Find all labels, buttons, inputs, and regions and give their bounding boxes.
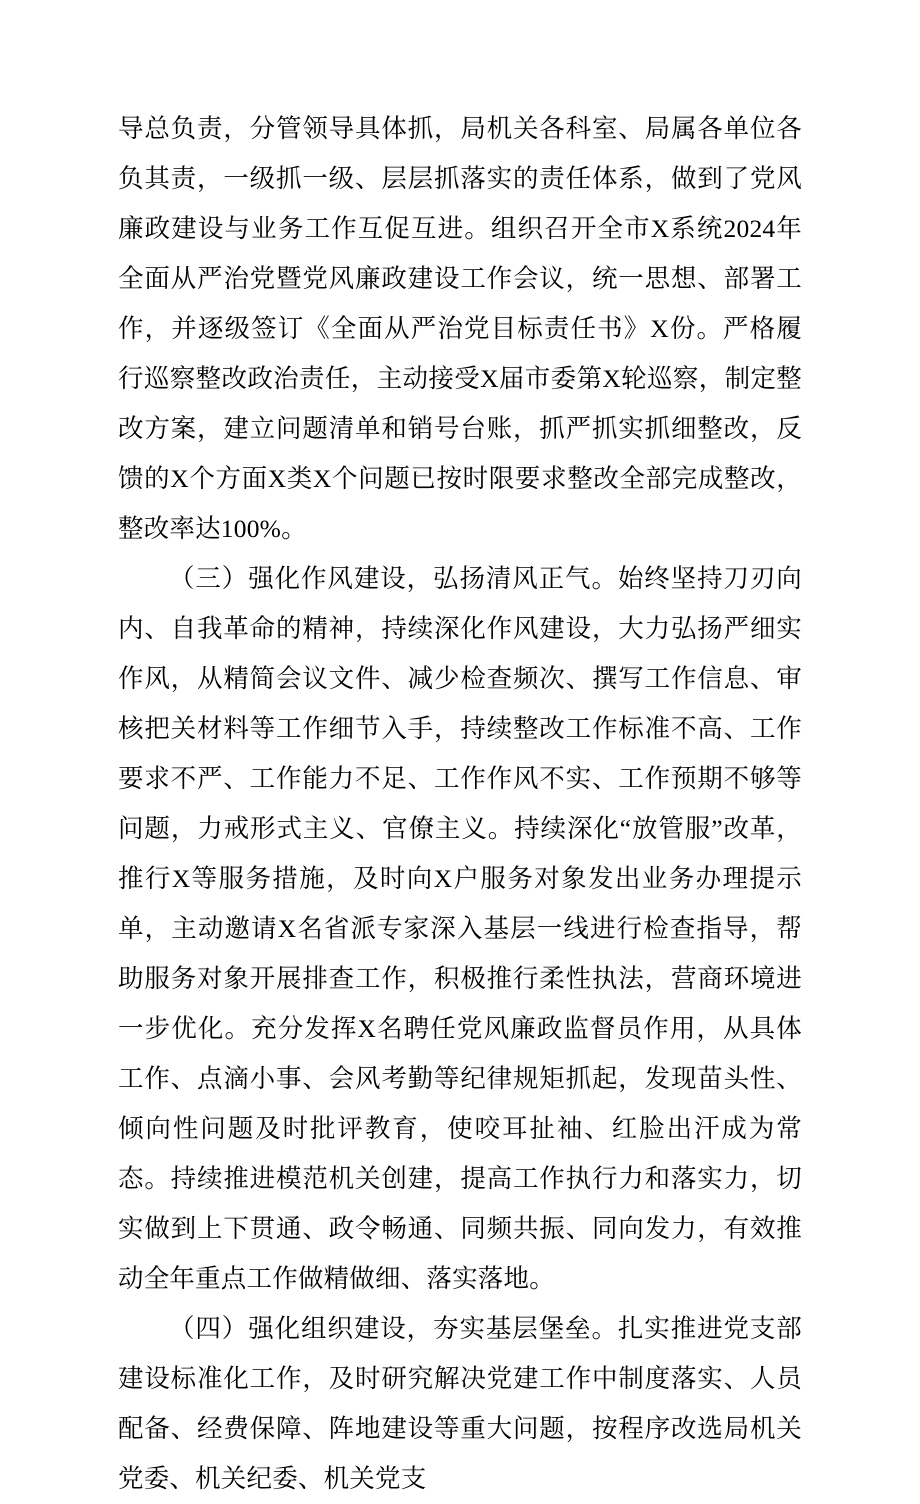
document-body <box>118 104 802 1504</box>
paragraph-1: 导总负责，分管领导具体抓，局机关各科室、局属各单位各负其责，一级抓一级、层层抓落实的责任体系，做到了党风廉政建设与业务工作互促互进。组织召开全市X系统2024年全面从严治党暨党风廉政建设工作会议，统一思想、部署工作，并逐级签订《全面从严治党目标责任书》X份。严格履行巡察整改政治责任，主动接受X届市委第X轮巡察，制定整改方案，建立问题清单和销号台账，抓严抓实抓细整改，反馈的X个方面X类X个问题已按时限要求整改全部完成整改，整改率达100%。 <box>118 114 802 543</box>
paragraph-3: （四）强化组织建设，夯实基层堡垒。扎实推进党支部建设标准化工作，及时研究解决党建工作中制度落实、人员配备、经费保障、阵地建设等重大问题，按程序改选局机关党委、机关纪委、机关党支 <box>118 1314 802 1493</box>
paragraph-2: （三）强化作风建设，弘扬清风正气。始终坚持刀刃向内、自我革命的精神，持续深化作风建设，大力弘扬严细实作风，从精简会议文件、减少检查频次、撰写工作信息、审核把关材料等工作细节入手，持续整改工作标准不高、工作要求不严、工作能力不足、工作作风不实、工作预期不够等问题，力戒形式主义、官僚主义。持续深化“放管服”改革，推行X等服务措施，及时向X户服务对象发出业务办理提示单，主动邀请X名省派专家深入基层一线进行检查指导，帮助服务对象开展排查工作，积极推行柔性执法，营商环境进一步优化。充分发挥X名聘任党风廉政监督员作用，从具体工作、点滴小事、会风考勤等纪律规矩抓起，发现苗头性、倾向性问题及时批评教育，使咬耳扯袖、红脸出汗成为常态。持续推进模范机关创建，提高工作执行力和落实力，切实做到上下贯通、政令畅通、同频共振、同向发力，有效推动全年重点工作做精做细、落实落地。 <box>118 564 802 1293</box>
